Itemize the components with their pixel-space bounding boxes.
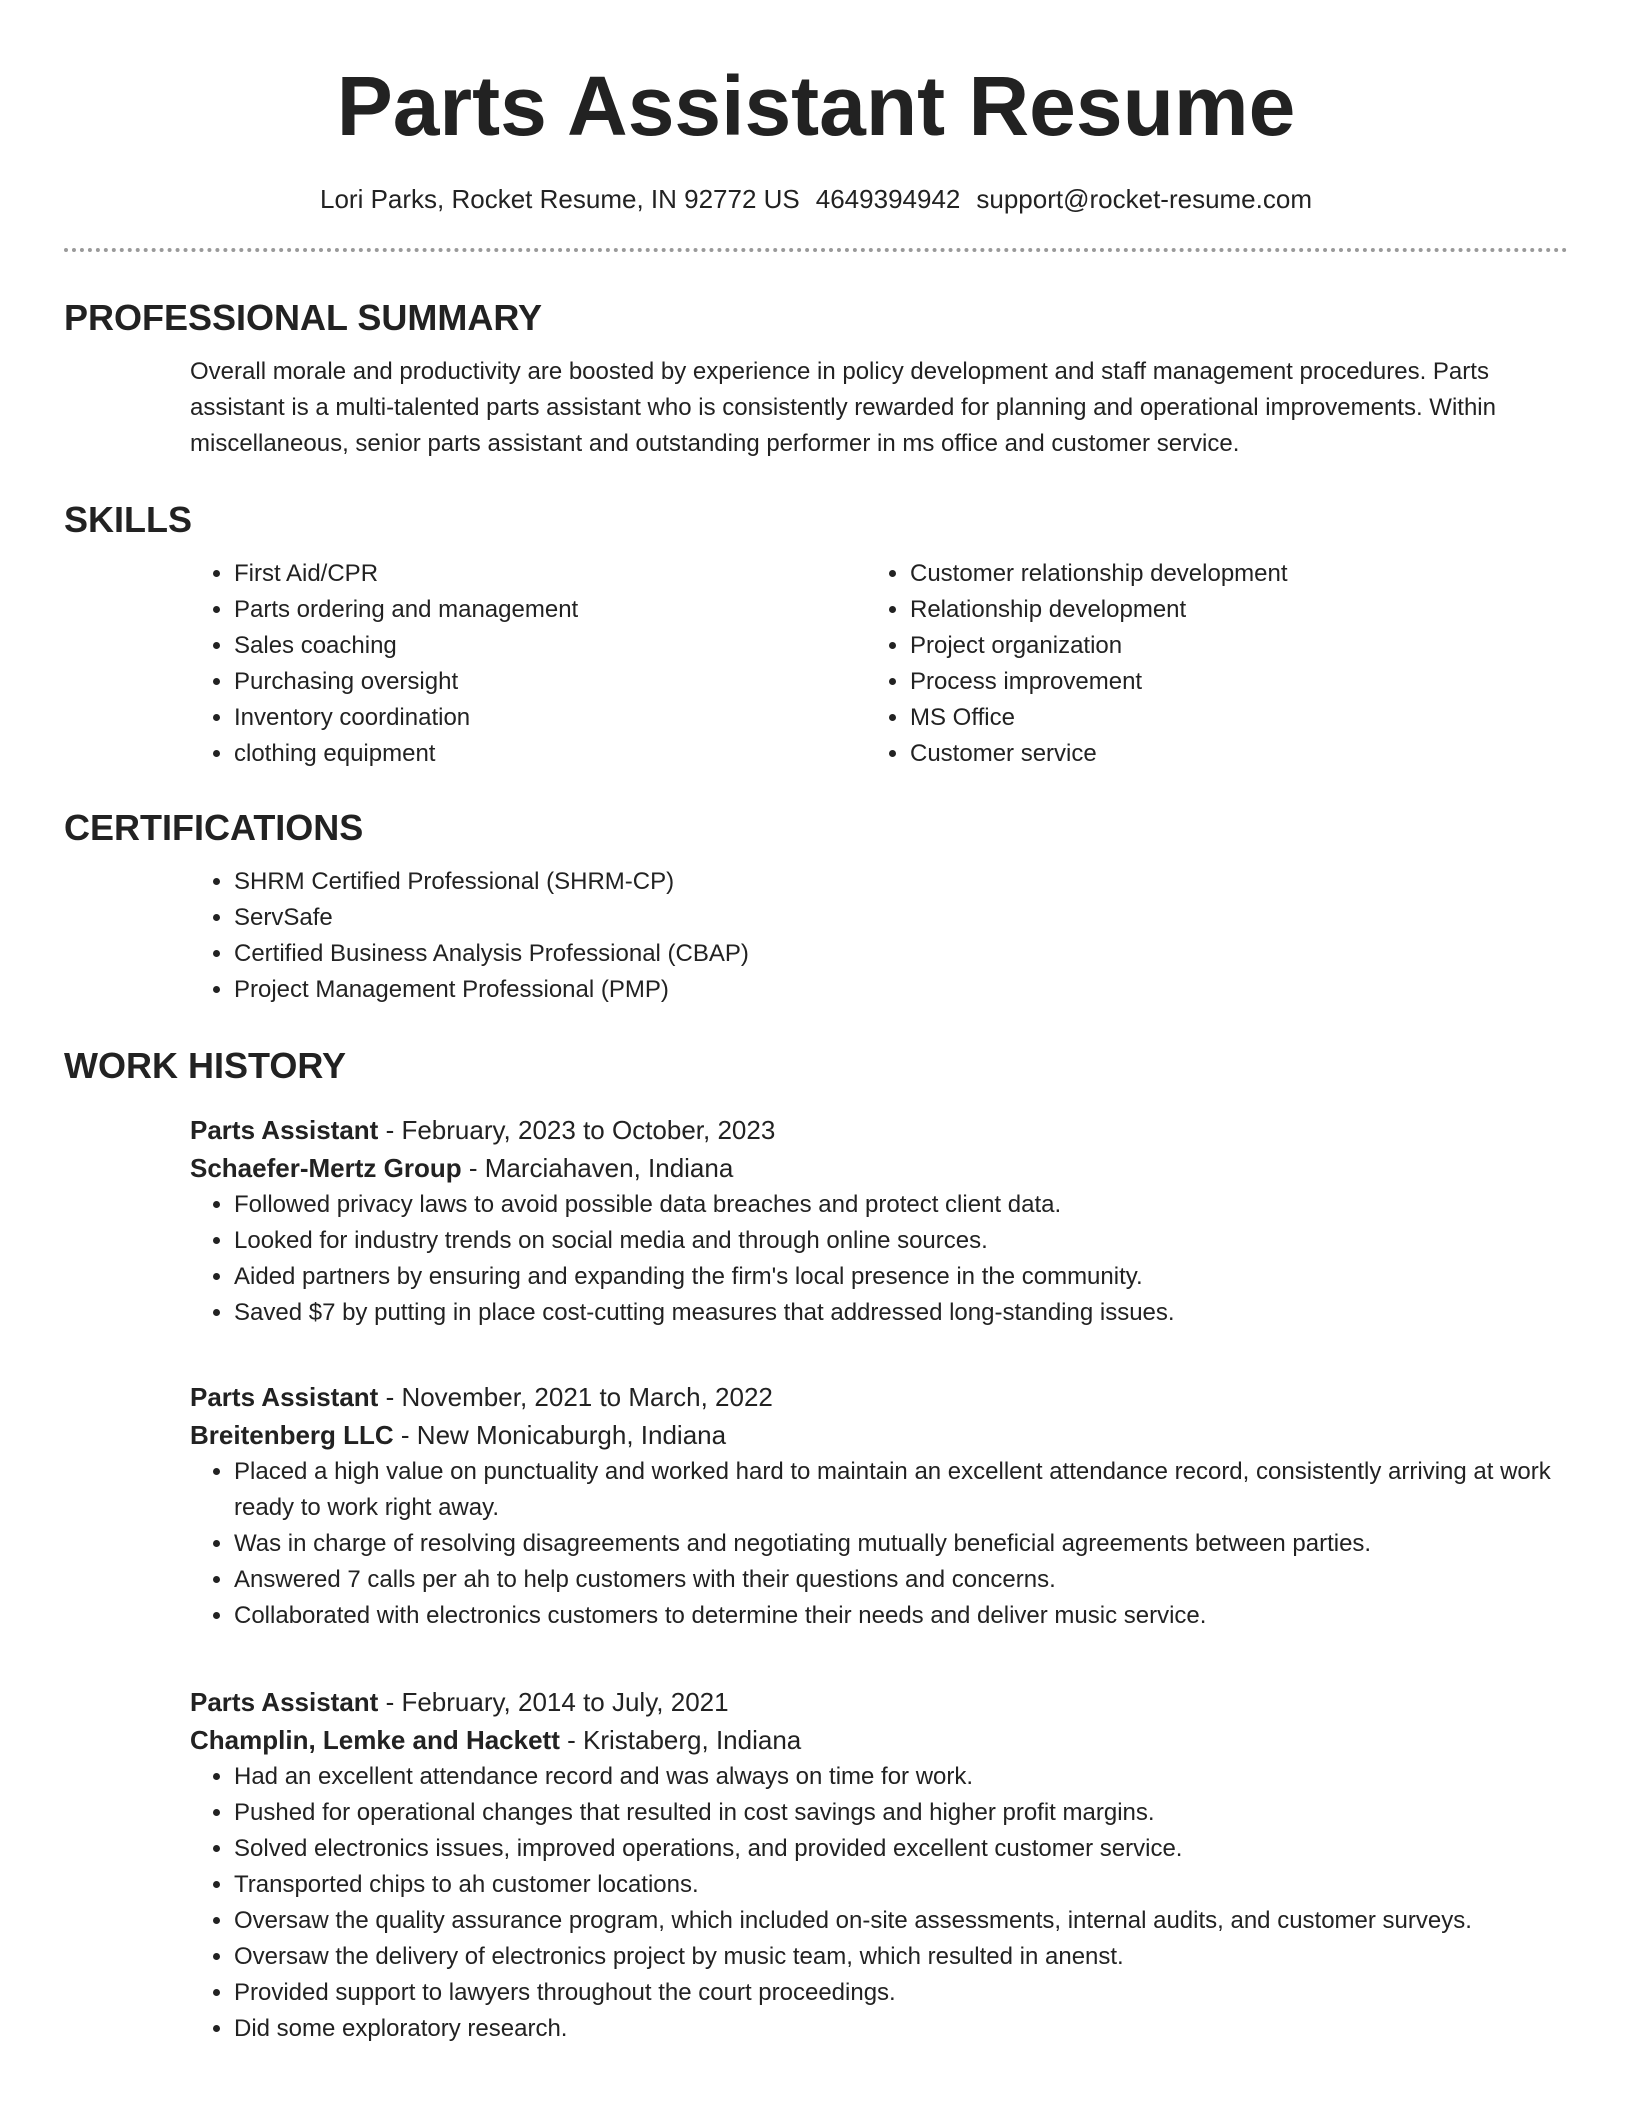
skills-list-right [744, 556, 1420, 772]
list-item: • Provided support to lawyers throughout the court proceedings. [234, 1975, 1568, 2011]
list-item: • Parts ordering and management [234, 592, 744, 628]
job-role: Parts Assistant [190, 1687, 379, 1717]
job-bullets [64, 1187, 1568, 1331]
job-title-line [190, 1683, 1568, 1721]
job-company-line [190, 1416, 1568, 1454]
list-item: • Had an excellent attendance record and was always on time for work. [234, 1759, 1568, 1795]
list-item: • Project Management Professional (PMP) [234, 972, 1568, 1008]
list-item: • Process improvement [910, 664, 1420, 700]
job-location: - Marciahaven, Indiana [461, 1153, 734, 1183]
job-dates: - February, 2014 to July, 2021 [378, 1687, 729, 1717]
list-item: • Followed privacy laws to avoid possible data breaches and protect client data. [234, 1187, 1568, 1223]
job-company: Champlin, Lemke and Hackett [190, 1725, 560, 1755]
list-item: • Certified Business Analysis Professional (CBAP) [234, 936, 1568, 972]
job-role: Parts Assistant [190, 1382, 379, 1412]
job-bullets [64, 1759, 1568, 2047]
list-item: • Relationship development [910, 592, 1420, 628]
list-item: • First Aid/CPR [234, 556, 744, 592]
list-item: • clothing equipment [234, 736, 744, 772]
job-title-line [190, 1378, 1568, 1416]
contact-email: support@rocket-resume.com [976, 184, 1312, 214]
list-item: • Did some exploratory research. [234, 2011, 1568, 2047]
list-item: • Purchasing oversight [234, 664, 744, 700]
list-item: • Pushed for operational changes that resulted in cost savings and higher profit margins. [234, 1795, 1568, 1831]
job-title-line [190, 1111, 1568, 1149]
summary-section [64, 296, 1568, 462]
list-item: • SHRM Certified Professional (SHRM-CP) [234, 864, 1568, 900]
list-item: • Placed a high value on punctuality and worked hard to maintain an excellent attendance record, consistently arriving at work ready to work right away. [234, 1454, 1568, 1526]
work-history-section [64, 1044, 1568, 1088]
resume-header [64, 56, 1568, 252]
job-company: Schaefer-Mertz Group [190, 1153, 462, 1183]
job-dates: - February, 2023 to October, 2023 [378, 1115, 776, 1145]
list-item: • Oversaw the quality assurance program, which included on-site assessments, internal audits, and customer surveys. [234, 1903, 1568, 1939]
summary-heading: PROFESSIONAL SUMMARY [64, 297, 543, 338]
job-role: Parts Assistant [190, 1115, 379, 1145]
job-bullets [64, 1454, 1568, 1634]
job-dates: - November, 2021 to March, 2022 [378, 1382, 773, 1412]
certifications-heading: CERTIFICATIONS [64, 807, 364, 848]
job-entry [64, 1683, 1568, 2047]
contact-address: Lori Parks, Rocket Resume, IN 92772 US [320, 184, 800, 214]
job-company-line [190, 1149, 1568, 1187]
list-item: • Inventory coordination [234, 700, 744, 736]
list-item: • Sales coaching [234, 628, 744, 664]
list-item: • Customer service [910, 736, 1420, 772]
list-item: • Customer relationship development [910, 556, 1420, 592]
list-item: • Looked for industry trends on social media and through online sources. [234, 1223, 1568, 1259]
list-item: • Answered 7 calls per ah to help customers with their questions and concerns. [234, 1562, 1568, 1598]
list-item: • Transported chips to ah customer locations. [234, 1867, 1568, 1903]
job-location: - Kristaberg, Indiana [559, 1725, 802, 1755]
job-location: - New Monicaburgh, Indiana [393, 1420, 727, 1450]
summary-text: Overall morale and productivity are boosted by experience in policy development and staff management procedures. Parts assistant is a multi-talented parts assistant who is consistently rewarded for planning and operational improvements. Within miscellaneous, senior parts assistant and outstanding performer in ms office and customer service. [190, 358, 1496, 457]
list-item: • Project organization [910, 628, 1420, 664]
job-company: Breitenberg LLC [190, 1420, 394, 1450]
skills-list-left [64, 556, 744, 772]
skills-section [64, 498, 1568, 772]
list-item: • Collaborated with electronics customers to determine their needs and deliver music service. [234, 1598, 1568, 1634]
job-entry [64, 1111, 1568, 1331]
certifications-section [64, 806, 1568, 1008]
skills-columns [64, 556, 1568, 772]
list-item: • Aided partners by ensuring and expanding the firm's local presence in the community. [234, 1259, 1568, 1295]
certifications-list [64, 864, 1568, 1008]
list-item: • ServSafe [234, 900, 1568, 936]
list-item: • MS Office [910, 700, 1420, 736]
resume-page [64, 0, 1568, 2042]
list-item: • Was in charge of resolving disagreements and negotiating mutually beneficial agreements between parties. [234, 1526, 1568, 1562]
resume-title: Parts Assistant Resume [336, 59, 1296, 153]
contact-line [64, 182, 1568, 216]
list-item: • Saved $7 by putting in place cost-cutting measures that addressed long-standing issues. [234, 1295, 1568, 1331]
skills-heading: SKILLS [64, 499, 193, 540]
job-entry [64, 1378, 1568, 1634]
list-item: • Oversaw the delivery of electronics project by music team, which resulted in anenst. [234, 1939, 1568, 1975]
contact-phone: 4649394942 [815, 184, 961, 214]
job-company-line [190, 1721, 1568, 1759]
header-divider [64, 248, 1568, 252]
work-history-heading: WORK HISTORY [64, 1045, 347, 1086]
list-item: • Solved electronics issues, improved operations, and provided excellent customer service. [234, 1831, 1568, 1867]
